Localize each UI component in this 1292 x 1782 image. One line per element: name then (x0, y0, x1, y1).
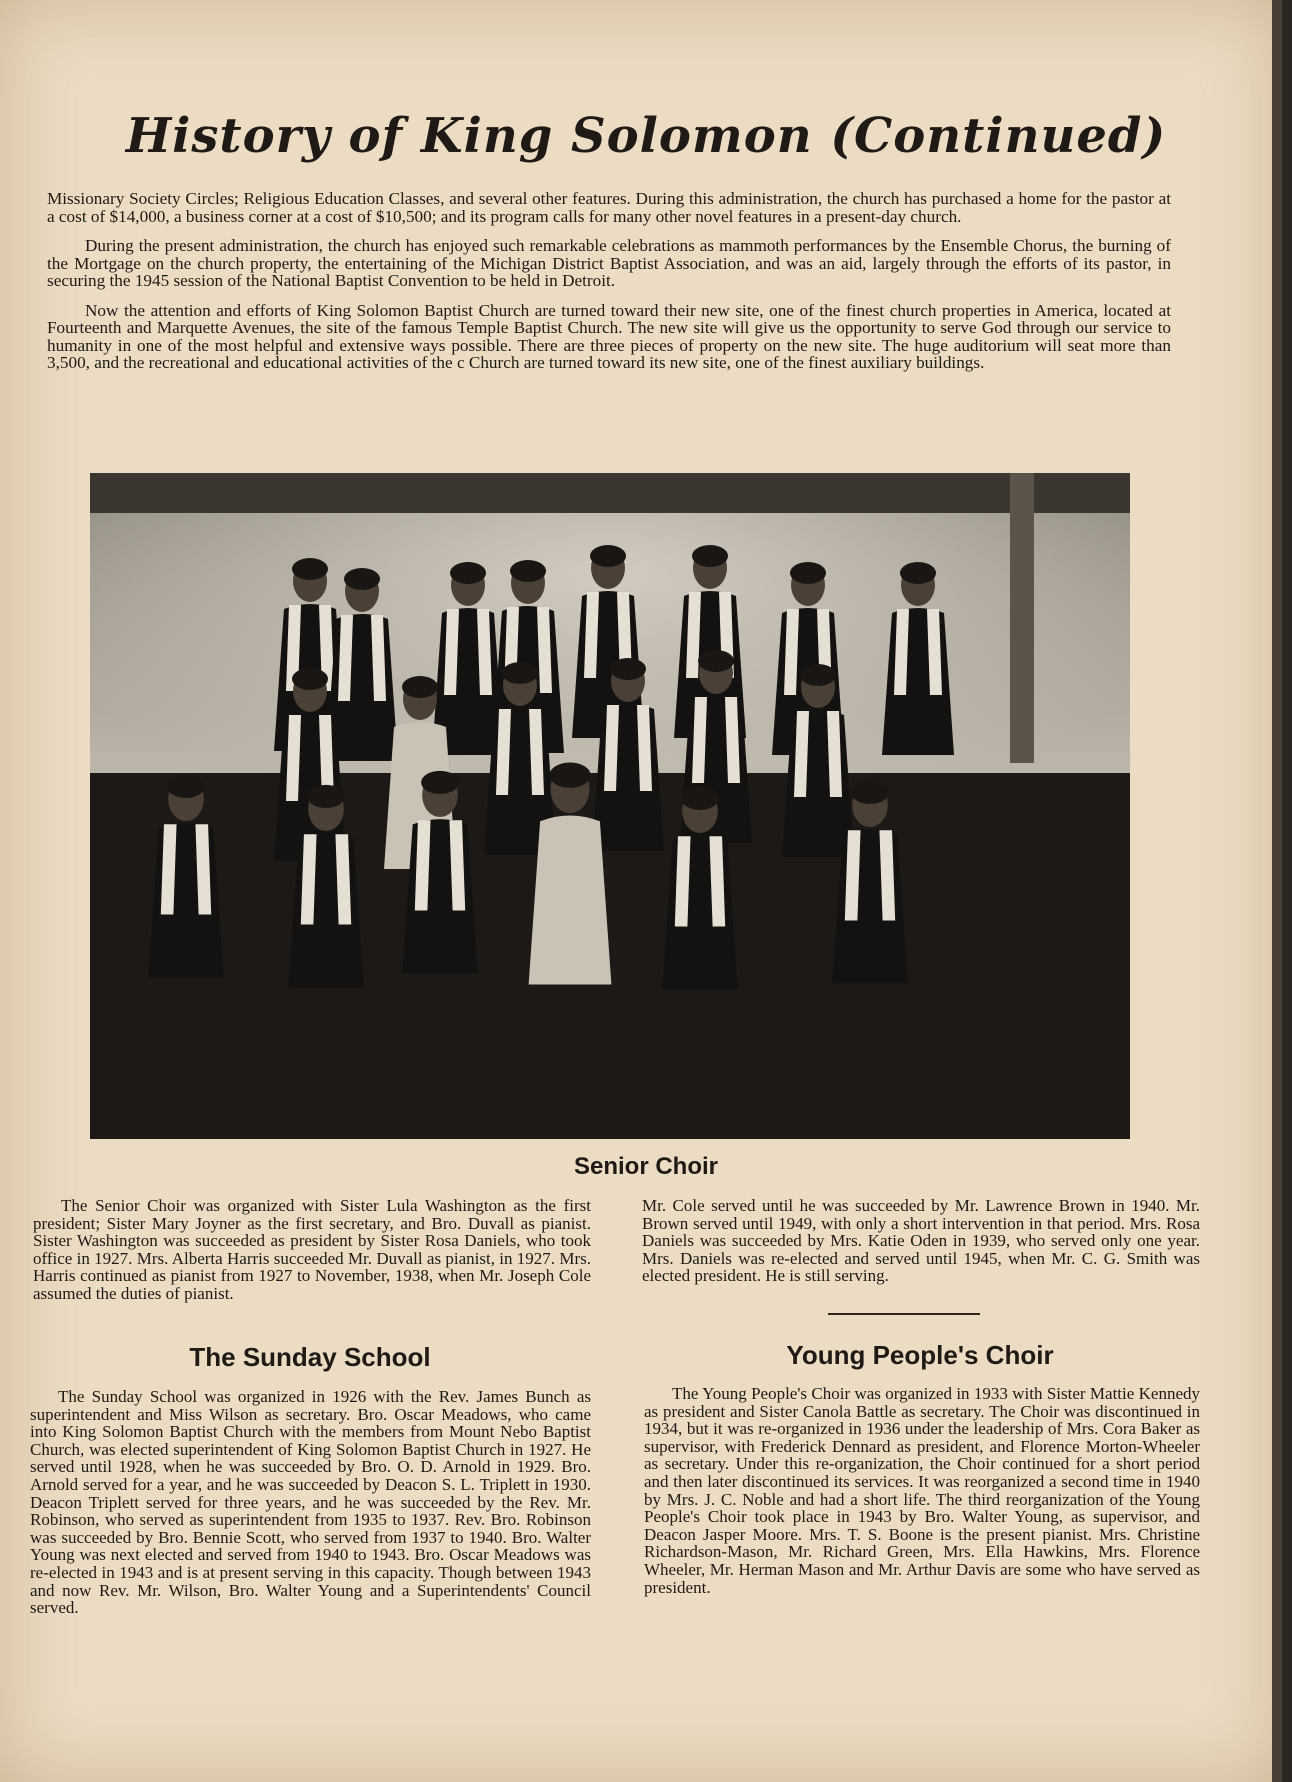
page-edge (1272, 0, 1282, 1782)
intro-paragraph-2: During the present administration, the church has enjoyed such remarkable celebrations as mammoth performances by the Ensemble Chorus, the burning of the Mortgage on the church property, the entertaining of the Michigan District Baptist Association, and was an aid, largely through the efforts of its pastor, in securing the 1945 session of the National Baptist Convention to be held in Detroit. (47, 236, 1171, 290)
sunday-school-column (30, 1388, 591, 1617)
photo-caption: Senior Choir (573, 1153, 718, 1180)
sunday-school-text: The Sunday School was organized in 1926 with the Rev. James Bunch as superintendent and Miss Wilson as secretary. Bro. Oscar Meadows, who came into King Solomon Baptist Church with the members from Mount Nebo Baptist Church, was elected superintendent of King Solomon Baptist Church in 1927. He served until 1928, when he was succeeded by Bro. O. D. Arnold in 1929. Bro. Arnold served for a year, and he was succeeded by Deacon S. L. Triplett in 1930. Deacon Triplett served for three years, and he was succeeded by the Rev. Mr. Robinson, who served as superintendent from 1935 to 1937. Rev. Bro. Robinson was succeeded by Bro. Bennie Scott, who served from 1937 to 1940. Bro. Walter Young was next elected and served from 1940 to 1943. Bro. Oscar Meadows was re-elected in 1943 and is at present serving in this capacity. Though between 1943 and now Rev. Mr. Wilson, Bro. Walter Young and a Superintendents' Council served. (30, 1387, 591, 1618)
sunday-school-heading: The Sunday School (189, 1342, 431, 1372)
section-divider (828, 1313, 980, 1315)
young-peoples-choir-column (644, 1385, 1200, 1596)
intro-section (47, 190, 1171, 384)
senior-choir-left-column (33, 1197, 591, 1303)
young-peoples-choir-heading: Young People's Choir (786, 1340, 1054, 1370)
senior-choir-text-right: Mr. Cole served until he was succeeded by Mr. Lawrence Brown in 1940. Mr. Brown served until 1949, with only a short intervention in that period. Mrs. Rosa Daniels was succeeded by Mrs. Katie Oden in 1939, who served only one year. Mrs. Daniels was re-elected and served until 1945, when Mr. C. G. Smith was elected president. He is still serving. (642, 1196, 1200, 1286)
senior-choir-text-left: The Senior Choir was organized with Sister Lula Washington as the first president; Sister Mary Joyner as the first secretary, and Bro. Duvall as pianist. Sister Washington was succeeded as president by Sister Rosa Daniels, who took office in 1927. Mrs. Alberta Harris succeeded Mr. Duvall as pianist, in 1927. Mrs. Harris continued as pianist from 1927 to November, 1938, when Mr. Joseph Cole assumed the duties of pianist. (33, 1196, 591, 1303)
intro-paragraph-3: Now the attention and efforts of King Solomon Baptist Church are turned toward their new site, one of the finest church properties in America, located at Fourteenth and Marquette Avenues, the site of the famous Temple Baptist Church. The new site will give us the opportunity to serve God through our service to humanity in one of the most helpful and extensive ways possible. There are three pieces of property on the new site. The huge auditorium will seat more than 3,500, and the recreational and educational activities of the c Church are turned toward its new site, one of the finest auxiliary buildings. (47, 300, 1171, 372)
senior-choir-photo (90, 473, 1130, 1139)
young-peoples-choir-text: The Young People's Choir was organized in 1933 with Sister Mattie Kennedy as president and Sister Canola Battle as secretary. The Choir was discontinued in 1934, but it was re-organized in 1936 under the leadership of Mrs. Cora Baker as supervisor, with Frederick Dennard as president, and Florence Morton-Wheeler as secretary. Under this re-organization, the Choir continued for a short period and then later discontinued its services. It was reorganized a second time in 1940 by Mrs. J. C. Noble and had a short life. The third reorganization of the Young People's Choir took place in 1943 by Bro. Walter Young, as supervisor, and Deacon Jasper Moore. Mrs. T. S. Boone is the present pianist. Mrs. Christine Richardson-Mason, Mr. Richard Green, Mrs. Ella Hawkins, Mrs. Florence Wheeler, Mr. Herman Mason and Mr. Arthur Davis are some who have served as president. (644, 1384, 1200, 1597)
choir-photo-illustration (90, 473, 1130, 1139)
senior-choir-right-column (642, 1197, 1200, 1285)
intro-paragraph-1: Missionary Society Circles; Religious Education Classes, and several other features. During this administration, the church has purchased a home for the pastor at a cost of $14,000, a business corner at a cost of $10,500; and its program calls for many other novel features in a present-day church. (47, 189, 1171, 226)
page-title: History of King Solomon (Continued) (125, 108, 1167, 164)
